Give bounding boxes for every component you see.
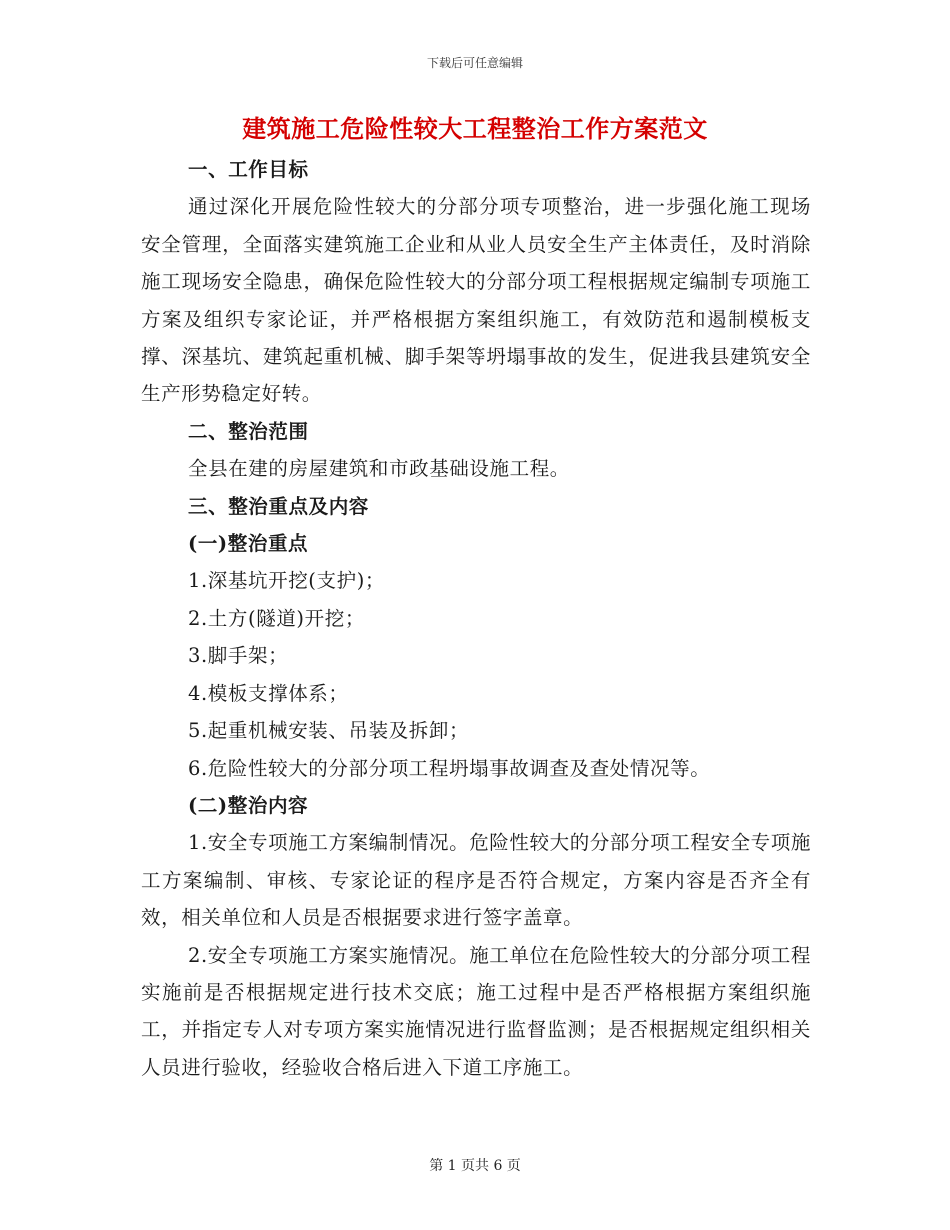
section-paragraph-scope: 全县在建的房屋建筑和市政基础设施工程。 bbox=[188, 457, 570, 481]
list-item: 2.土方(隧道)开挖； bbox=[188, 606, 365, 630]
list-item: 5.起重机械安装、吊装及拆卸； bbox=[188, 719, 470, 743]
document-title: 建筑施工危险性较大工程整治工作方案范文 bbox=[242, 114, 708, 143]
page-number: 第 1 页共 6 页 bbox=[429, 1158, 521, 1174]
section-heading-focus-content: 三、整治重点及内容 bbox=[188, 494, 369, 518]
list-item: 3.脚手架； bbox=[188, 644, 289, 668]
list-item: 4.模板支撑体系； bbox=[188, 681, 349, 705]
content-paragraph: 1.安全专项施工方案编制情况。危险性较大的分部分项工程安全专项施工方案编制、审核、专家论证的程序是否符合规定，方案内容是否齐全有效，相关单位和人员是否根据要求进行签字盖章。 bbox=[141, 831, 811, 930]
content-paragraph: 2.安全专项施工方案实施情况。施工单位在危险性较大的分部分项工程实施前是否根据规定进行技术交底；施工过程中是否严格根据方案组织施工，并指定专人对专项方案实施情况进行监督监测；是否根据规定组织相关人员进行验收，经验收合格后进入下道工序施工。 bbox=[141, 943, 811, 1079]
section-heading-goals: 一、工作目标 bbox=[188, 158, 309, 181]
section-heading-scope: 二、整治范围 bbox=[188, 419, 309, 443]
document-body bbox=[141, 151, 811, 1086]
list-item: 6.危险性较大的分部分项工程坍塌事故调查及查处情况等。 bbox=[188, 756, 711, 780]
section-paragraph-goals: 通过深化开展危险性较大的分部分项专项整治，进一步强化施工现场安全管理，全面落实建筑施工企业和从业人员安全生产主体责任，及时消除施工现场安全隐患，确保危险性较大的分部分项工程根据规定编制专项施工方案及组织专家论证，并严格根据方案组织施工，有效防范和遏制模板支撑、深基坑、建筑起重机械、脚手架等坍塌事故的发生，促进我县建筑安全生产形势稳定好转。 bbox=[141, 195, 811, 406]
subsection-heading-focus: (一)整治重点 bbox=[188, 532, 309, 556]
page-header-note: 下载后可任意编辑 bbox=[426, 56, 523, 70]
subsection-heading-content: (二)整治内容 bbox=[188, 793, 309, 817]
list-item: 1.深基坑开挖(支护)； bbox=[188, 569, 386, 593]
